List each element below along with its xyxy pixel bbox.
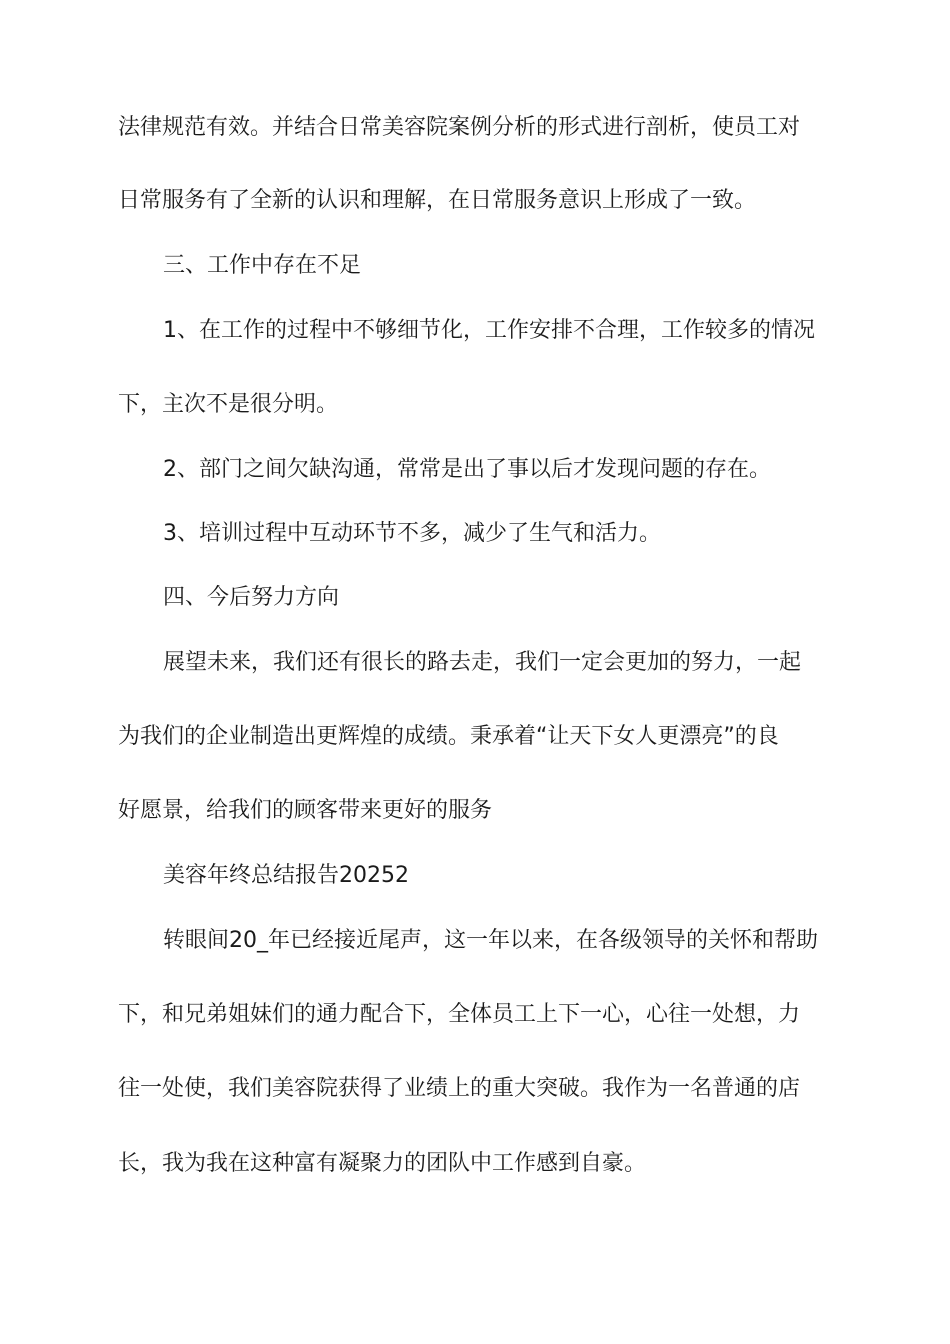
paragraph-line: 下，和兄弟姐妹们的通力配合下，全体员工上下一心，心往一处想，力 <box>118 1002 801 1027</box>
list-item: 1、在工作的过程中不够细节化，工作安排不合理，工作较多的情况 <box>163 318 815 343</box>
section-heading: 三、工作中存在不足 <box>163 253 362 278</box>
paragraph-line: 为我们的企业制造出更辉煌的成绩。秉承着“让天下女人更漂亮”的良 <box>118 724 779 749</box>
section-heading: 四、今后努力方向 <box>163 585 340 610</box>
document-title: 美容年终总结报告20252 <box>163 863 409 888</box>
list-item: 3、培训过程中互动环节不多，减少了生气和活力。 <box>163 521 661 546</box>
paragraph-line: 转眼间20_年已经接近尾声，这一年以来，在各级领导的关怀和帮助 <box>163 928 818 953</box>
paragraph-line: 下，主次不是很分明。 <box>118 392 339 417</box>
paragraph-line: 法律规范有效。并结合日常美容院案例分析的形式进行剖析，使员工对 <box>118 115 801 140</box>
paragraph-line: 长，我为我在这种富有凝聚力的团队中工作感到自豪。 <box>118 1151 647 1176</box>
list-item: 2、部门之间欠缺沟通，常常是出了事以后才发现问题的存在。 <box>163 457 771 482</box>
paragraph-line: 展望未来，我们还有很长的路去走，我们一定会更加的努力，一起 <box>163 650 802 675</box>
paragraph-line: 好愿景，给我们的顾客带来更好的服务 <box>118 798 493 823</box>
paragraph-line: 日常服务有了全新的认识和理解，在日常服务意识上形成了一致。 <box>118 188 757 213</box>
paragraph-line: 往一处使，我们美容院获得了业绩上的重大突破。我作为一名普通的店 <box>118 1076 801 1101</box>
